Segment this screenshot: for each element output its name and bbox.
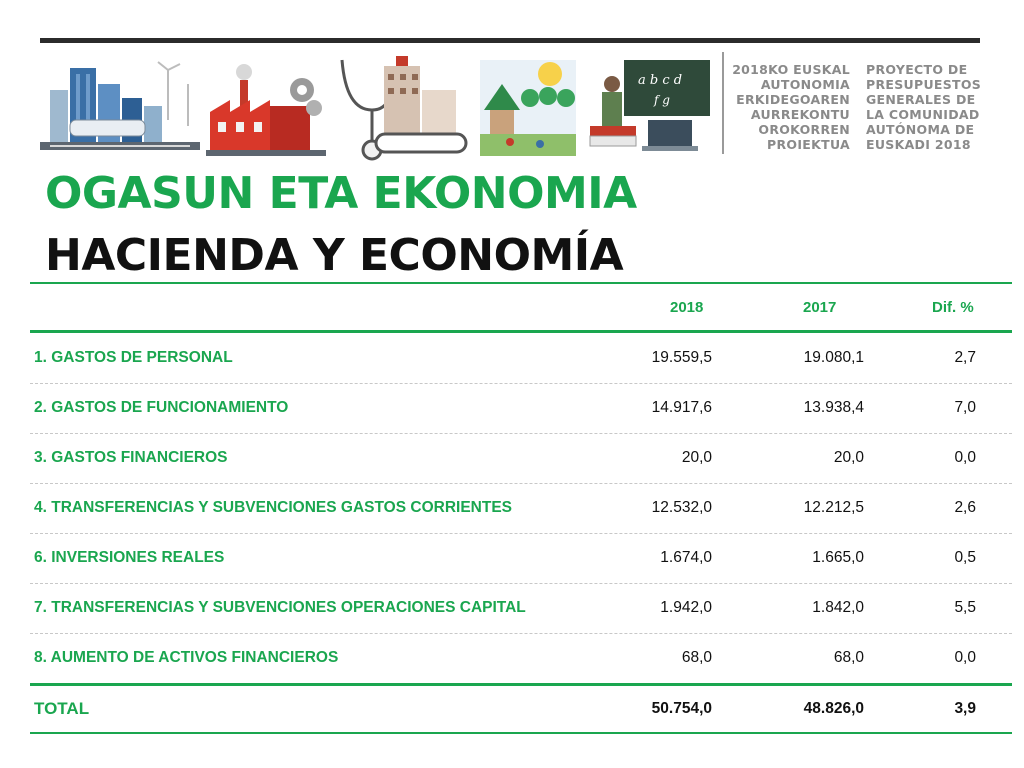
banner-text-spanish: PROYECTO DE PRESUPUESTOS GENERALES DE LA COMUNIDAD AUTÓNOMA DE EUSKADI 2018: [866, 62, 982, 152]
health-icon: [332, 50, 472, 162]
table-row: [30, 533, 1012, 583]
banner-separator: [722, 52, 724, 154]
table-row: [30, 383, 1012, 433]
table-row: [30, 583, 1012, 633]
table-row: [30, 433, 1012, 483]
total-label: TOTAL: [34, 699, 90, 718]
value-2017: 1.665,0: [812, 549, 864, 566]
row-label: 8. AUMENTO DE ACTIVOS FINANCIEROS: [34, 649, 339, 666]
page-title-spanish: HACIENDA Y ECONOMÍA: [45, 230, 624, 281]
column-header-2018: 2018: [670, 299, 704, 316]
banner-text-basque: 2018KO EUSKAL AUTONOMIA ERKIDEGOAREN AURREKONTU OROKORREN PROIEKTUA: [732, 62, 850, 152]
row-label: 3. GASTOS FINANCIEROS: [34, 449, 228, 466]
value-2018: 1.942,0: [660, 599, 712, 616]
value-diff: 0,5: [954, 549, 976, 566]
value-2017: 1.842,0: [812, 599, 864, 616]
total-2018: 50.754,0: [651, 700, 712, 717]
leisure-park-icon: [480, 50, 580, 162]
value-2017: 13.938,4: [803, 399, 864, 416]
table-row: [30, 633, 1012, 683]
table-top-rule: [30, 282, 1012, 284]
row-label: 2. GASTOS DE FUNCIONAMIENTO: [34, 399, 289, 416]
value-diff: 5,5: [954, 599, 976, 616]
row-label: 6. INVERSIONES REALES: [34, 549, 225, 566]
value-2018: 1.674,0: [660, 549, 712, 566]
banner-top-rule: [40, 38, 980, 43]
row-label: 4. TRANSFERENCIAS Y SUBVENCIONES GASTOS CORRIENTES: [34, 499, 513, 516]
total-diff: 3,9: [954, 700, 976, 717]
table-row: [30, 333, 1012, 383]
city-transport-icon: [40, 50, 200, 162]
value-2018: 19.559,5: [651, 349, 712, 366]
value-2018: 12.532,0: [651, 499, 712, 516]
value-diff: 0,0: [954, 649, 976, 666]
value-2018: 68,0: [681, 649, 712, 666]
total-2017: 48.826,0: [803, 700, 864, 717]
row-label: 7. TRANSFERENCIAS Y SUBVENCIONES OPERACIONES CAPITAL: [34, 599, 526, 616]
svg-text:f g: f g: [654, 93, 670, 107]
value-diff: 0,0: [954, 449, 976, 466]
value-diff: 2,6: [954, 499, 976, 516]
value-2017: 68,0: [833, 649, 864, 666]
column-header-2017: 2017: [803, 299, 837, 316]
header-banner: [40, 36, 980, 166]
industry-icon: [206, 50, 326, 162]
row-label: 1. GASTOS DE PERSONAL: [34, 349, 233, 366]
column-header-diff: Dif. %: [932, 299, 974, 316]
value-diff: 2,7: [954, 349, 976, 366]
education-icon: [588, 50, 714, 162]
total-row: [30, 684, 1012, 734]
value-diff: 7,0: [954, 399, 976, 416]
page-title-basque: OGASUN ETA EKONOMIA: [45, 168, 637, 219]
value-2018: 20,0: [681, 449, 712, 466]
svg-text:a b c d: a b c d: [638, 73, 683, 88]
table-bottom-rule: [30, 732, 1012, 734]
value-2017: 12.212,5: [803, 499, 864, 516]
value-2017: 19.080,1: [803, 349, 864, 366]
value-2018: 14.917,6: [651, 399, 712, 416]
value-2017: 20,0: [833, 449, 864, 466]
table-row: [30, 483, 1012, 533]
